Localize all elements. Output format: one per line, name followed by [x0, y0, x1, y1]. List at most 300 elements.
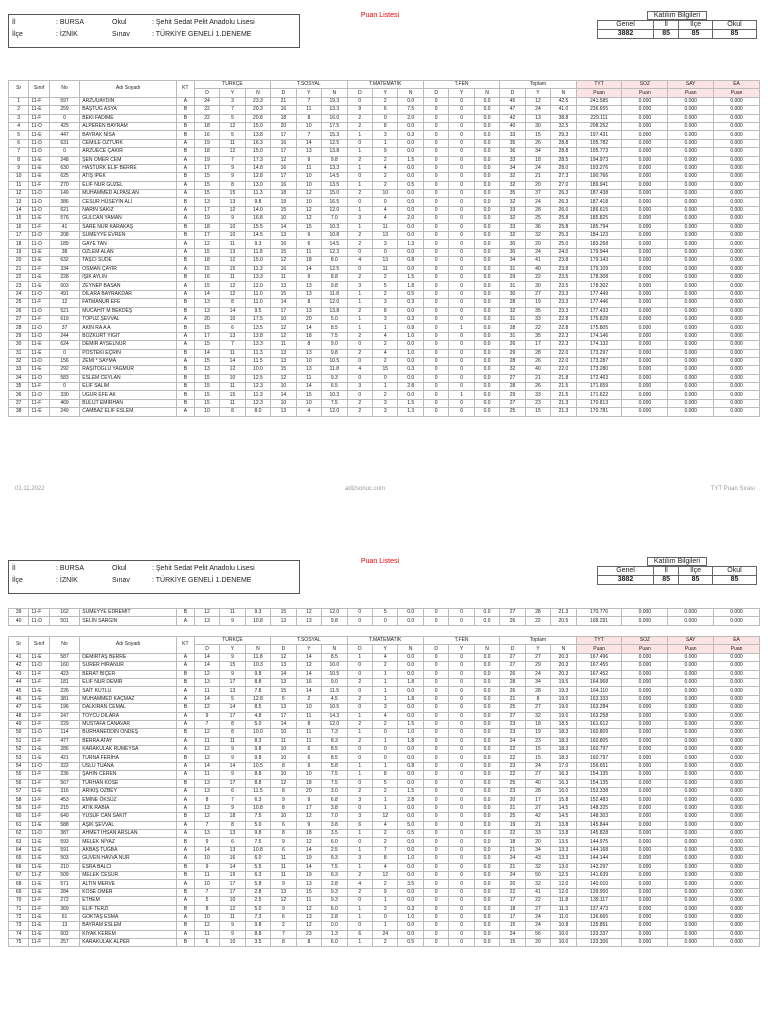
table-cell: 11-F	[29, 299, 49, 307]
table-cell: 0.000	[714, 720, 760, 728]
table-cell: 8	[296, 299, 321, 307]
table-cell: 0	[423, 181, 448, 189]
table-cell: 33	[500, 206, 525, 214]
table-cell: 0	[423, 821, 448, 829]
table-cell: 0	[372, 617, 397, 625]
table-cell: A	[176, 315, 194, 323]
table-row	[9, 796, 760, 804]
table-cell: 10	[271, 746, 296, 754]
table-cell: 11-F	[29, 771, 49, 779]
table-cell: 15	[194, 324, 219, 332]
table-row	[9, 357, 760, 365]
table-cell: 11-E	[29, 164, 49, 172]
table-cell: 11-E	[29, 821, 49, 829]
table-cell: A	[176, 788, 194, 796]
table-row	[9, 399, 760, 407]
table-cell: 45	[500, 97, 525, 105]
column-header-sr: Sr	[9, 81, 29, 98]
table-cell: 0	[449, 617, 474, 625]
table-cell: 9	[220, 771, 245, 779]
table-cell: 2	[373, 880, 398, 888]
table-row	[9, 273, 760, 281]
table-cell: 0.000	[622, 662, 668, 670]
table-cell: 11-F	[29, 939, 49, 947]
table-cell: 19	[296, 855, 321, 863]
table-row	[9, 712, 760, 720]
table-cell: 1.8	[398, 737, 423, 745]
table-cell: 6.3	[322, 855, 347, 863]
table-cell: 4	[347, 880, 372, 888]
table-cell: 175.828	[576, 315, 622, 323]
table-cell: B	[176, 383, 194, 391]
table-cell: 0.000	[622, 838, 668, 846]
table-cell: 7	[194, 888, 219, 896]
table-cell: 75	[9, 939, 29, 947]
table-cell: 28	[525, 609, 550, 617]
table-cell: 0.0	[398, 930, 423, 938]
table-cell: 17	[194, 232, 219, 240]
table-cell: 11-F	[29, 114, 49, 122]
table-cell: 28	[525, 206, 550, 214]
table-row	[9, 299, 760, 307]
table-cell: B	[176, 324, 194, 332]
table-cell: 177.446	[576, 299, 622, 307]
table-row	[9, 821, 760, 829]
table-cell: 11.0	[551, 913, 576, 921]
table-cell: 20.3	[551, 653, 576, 661]
table-cell: 2.0	[398, 215, 423, 223]
table-cell: 23	[500, 720, 525, 728]
table-cell: 0.0	[474, 617, 499, 625]
table-cell: 14	[296, 863, 321, 871]
table-cell: 15	[194, 341, 219, 349]
table-cell: 7	[9, 148, 29, 156]
table-cell: 13.8	[322, 307, 347, 315]
ilce-value: : İZNİK	[56, 31, 78, 38]
table-cell: 10.5	[322, 670, 347, 678]
table-cell: 2	[347, 408, 372, 416]
table-cell: 22	[500, 771, 525, 779]
table-cell: 11	[296, 248, 321, 256]
table-cell: 35	[525, 307, 550, 315]
table-cell: 10.0	[245, 729, 270, 737]
table-cell: 0	[423, 704, 448, 712]
table-cell: 11	[373, 265, 398, 273]
table-cell: 12	[271, 653, 296, 661]
table-row	[9, 131, 760, 139]
table-cell: 18	[194, 257, 219, 265]
table-cell: 0	[347, 265, 372, 273]
table-cell: 13	[296, 307, 321, 315]
column-group-header: T.FEN	[423, 81, 499, 89]
table-cell: 11-D	[29, 139, 49, 147]
table-row	[9, 265, 760, 273]
column-group-header: T.FEN	[423, 637, 499, 645]
table-cell: 168.291	[576, 617, 622, 625]
table-cell: 0.0	[474, 838, 499, 846]
table-cell: A	[176, 156, 194, 164]
table-cell: 0.000	[714, 273, 760, 281]
table-cell: 50	[525, 871, 550, 879]
table-cell: 24	[525, 913, 550, 921]
table-cell: 10	[271, 771, 296, 779]
table-cell: 0.000	[714, 662, 760, 670]
table-cell: 9	[373, 148, 398, 156]
table-cell: 0.000	[668, 905, 714, 913]
table-cell: 13	[296, 880, 321, 888]
table-cell: 0	[449, 771, 474, 779]
table-cell: 37	[9, 399, 29, 407]
table-cell: 0	[449, 106, 474, 114]
student-name: GAYE TAN	[80, 240, 177, 248]
table-cell: 12	[525, 97, 550, 105]
table-cell: 18.3	[551, 729, 576, 737]
table-cell: 11	[271, 871, 296, 879]
table-cell: 0.0	[474, 349, 499, 357]
table-cell: 10.3	[245, 662, 270, 670]
table-row	[9, 206, 760, 214]
table-cell: 1.0	[398, 349, 423, 357]
table-cell: 0.000	[622, 922, 668, 930]
table-cell: 7.5	[245, 838, 270, 846]
table-cell: 0	[347, 838, 372, 846]
column-subheader: Y	[525, 645, 550, 653]
table-cell: 9	[220, 804, 245, 812]
table-cell: 28.8	[551, 139, 576, 147]
table-cell: 32	[500, 215, 525, 223]
table-cell: 14	[194, 846, 219, 854]
table-cell: B	[176, 307, 194, 315]
table-cell: 26	[500, 687, 525, 695]
table-cell: 18.3	[551, 754, 576, 762]
table-cell: 11	[194, 871, 219, 879]
sinav-value: : TÜRKİYE GENELİ 1.DENEME	[152, 577, 252, 584]
table-cell: 7.3	[322, 729, 347, 737]
table-row	[9, 804, 760, 812]
table-cell: 160.805	[576, 737, 622, 745]
student-name: SARE NUR KARAKAŞ	[80, 223, 177, 231]
table-cell: 1	[373, 383, 398, 391]
table-cell: 152.483	[576, 796, 622, 804]
table-cell: 0.000	[622, 771, 668, 779]
table-cell: 1	[373, 687, 398, 695]
table-cell: 19.0	[551, 712, 576, 720]
table-cell: 9.8	[322, 282, 347, 290]
table-cell: 0.0	[398, 148, 423, 156]
table-cell: 15	[220, 190, 245, 198]
table-cell: 2	[373, 720, 398, 728]
table-cell: 6	[271, 846, 296, 854]
table-cell: 0.0	[398, 357, 423, 365]
table-cell: 0	[449, 712, 474, 720]
table-cell: 20	[500, 796, 525, 804]
table-cell: 7	[271, 930, 296, 938]
table-cell: 4	[347, 257, 372, 265]
table-cell: 0.000	[622, 913, 668, 921]
okul-label: Okul	[112, 19, 127, 26]
student-name: BURHANEDDİN ÖNDEŞ	[80, 729, 177, 737]
table-cell: 22.3	[551, 341, 576, 349]
table-cell: 6	[347, 821, 372, 829]
table-cell: 1	[347, 299, 372, 307]
table-cell: 170.813	[576, 399, 622, 407]
table-cell: 0.000	[714, 617, 760, 625]
table-cell: 0.0	[398, 863, 423, 871]
table-cell: 13.0	[551, 863, 576, 871]
table-cell: A	[176, 190, 194, 198]
table-cell: 0.0	[398, 846, 423, 854]
table-cell: 0	[423, 223, 448, 231]
table-row	[9, 248, 760, 256]
table-cell: 6.5	[322, 383, 347, 391]
table-cell: 0.000	[622, 290, 668, 298]
table-cell: 15.5	[245, 223, 270, 231]
table-cell: 621	[49, 206, 80, 214]
table-cell: 11-E	[29, 880, 49, 888]
table-cell: 23	[525, 399, 550, 407]
table-cell: 173.297	[576, 349, 622, 357]
student-name: CESUR HÜSEYİN ALİ	[80, 198, 177, 206]
column-subheader: Y	[449, 645, 474, 653]
table-cell: 4	[373, 332, 398, 340]
table-cell: 10	[271, 754, 296, 762]
table-cell: 0.000	[668, 855, 714, 863]
table-cell: A	[176, 930, 194, 938]
table-cell: 13	[271, 408, 296, 416]
table-cell: 10.8	[245, 846, 270, 854]
column-subheader: Y	[220, 89, 245, 97]
table-cell: 7	[220, 341, 245, 349]
table-cell: 56	[9, 779, 29, 787]
table-cell: 14	[296, 846, 321, 854]
column-subheader: D	[194, 645, 219, 653]
table-cell: 53	[9, 754, 29, 762]
table-cell: 0.0	[398, 653, 423, 661]
table-cell: 24	[194, 97, 219, 105]
table-cell: 8.5	[322, 746, 347, 754]
table-cell: 187.438	[576, 190, 622, 198]
table-cell: 0	[423, 357, 448, 365]
table-cell: 8	[296, 720, 321, 728]
table-cell: 133.306	[576, 939, 622, 947]
table-cell: 33	[525, 829, 550, 837]
table-cell: 0.000	[668, 173, 714, 181]
table-cell: 1	[449, 391, 474, 399]
table-cell: 11-Z	[29, 871, 49, 879]
column-header-kt: KT	[176, 637, 194, 654]
table-cell: 0	[423, 148, 448, 156]
table-cell: 8.8	[245, 930, 270, 938]
table-cell: 32	[9, 357, 29, 365]
table-cell: 0.000	[668, 695, 714, 703]
table-cell: 15	[194, 181, 219, 189]
table-cell: 21.8	[551, 374, 576, 382]
table-cell: 6	[220, 324, 245, 332]
table-cell: 5.0	[322, 315, 347, 323]
table-cell: 0	[373, 746, 398, 754]
table-cell: 0.000	[622, 939, 668, 947]
table-cell: 160.797	[576, 754, 622, 762]
table-cell: 0	[347, 670, 372, 678]
table-cell: 2.8	[398, 796, 423, 804]
table-cell: 10.0	[551, 939, 576, 947]
table-cell: 0	[49, 349, 80, 357]
table-cell: 160.797	[576, 746, 622, 754]
table-cell: 27	[500, 374, 525, 382]
page-title: Puan Listesi	[360, 558, 400, 565]
table-cell: 27	[500, 653, 525, 661]
table-cell: 27.0	[551, 181, 576, 189]
table-cell: A	[176, 746, 194, 754]
table-cell: 0.000	[714, 762, 760, 770]
table-cell: 14.5	[551, 813, 576, 821]
table-cell: 8.5	[322, 653, 347, 661]
table-cell: 17	[194, 206, 219, 214]
table-cell: 2	[373, 788, 398, 796]
table-cell: 1	[373, 670, 398, 678]
table-cell: 0.000	[622, 863, 668, 871]
table-cell: 0.0	[398, 97, 423, 105]
table-cell: 12	[194, 813, 219, 821]
table-cell: 0.0	[322, 922, 347, 930]
sinav-label: Sınav	[112, 31, 130, 38]
table-row	[9, 762, 760, 770]
table-cell: 9	[296, 796, 321, 804]
table-cell: 17	[9, 232, 29, 240]
table-cell: 0.000	[622, 374, 668, 382]
table-cell: 0	[423, 855, 448, 863]
table-cell: 19	[9, 248, 29, 256]
table-cell: 17.5	[322, 122, 347, 130]
table-cell: 35	[500, 139, 525, 147]
table-cell: 163.333	[576, 695, 622, 703]
table-cell: 10	[220, 374, 245, 382]
table-cell: 1	[347, 771, 372, 779]
table-row	[9, 198, 760, 206]
table-cell: 12.0	[322, 408, 347, 416]
table-cell: 10	[220, 315, 245, 323]
table-cell: B	[176, 273, 194, 281]
table-cell: 0.000	[622, 670, 668, 678]
table-cell: 5.8	[245, 880, 270, 888]
table-row	[9, 349, 760, 357]
table-cell: 0.3	[398, 366, 423, 374]
table-cell: 0	[423, 198, 448, 206]
table-cell: 10	[194, 880, 219, 888]
table-cell: 0.000	[668, 846, 714, 854]
table-cell: 42.5	[551, 97, 576, 105]
table-cell: 13.3	[551, 855, 576, 863]
table-cell: 23.3	[551, 299, 576, 307]
table-cell: 0.000	[622, 754, 668, 762]
table-cell: 9	[220, 746, 245, 754]
table-cell: 11-E	[29, 173, 49, 181]
table-cell: 0.000	[668, 399, 714, 407]
table-cell: 0.0	[474, 307, 499, 315]
column-subheader: D	[347, 89, 372, 97]
table-cell: 0	[423, 829, 448, 837]
table-cell: 501	[49, 617, 80, 625]
table-cell: 15	[194, 190, 219, 198]
table-cell: 13	[296, 290, 321, 298]
table-cell: 1	[9, 97, 29, 105]
table-cell: 0.000	[622, 315, 668, 323]
table-cell: 6	[9, 139, 29, 147]
table-cell: 43	[525, 855, 550, 863]
table-cell: 13.5	[322, 181, 347, 189]
score-column-subheader: Puan	[668, 645, 714, 653]
table-cell: 13	[220, 332, 245, 340]
table-cell: 11-E	[29, 846, 49, 854]
table-cell: 34	[525, 148, 550, 156]
table-cell: 0	[423, 341, 448, 349]
table-cell: 114	[49, 729, 80, 737]
table-row	[9, 729, 760, 737]
table-cell: 0.000	[622, 232, 668, 240]
table-cell: A	[176, 804, 194, 812]
table-row	[9, 97, 760, 105]
table-cell: 12	[220, 257, 245, 265]
table-cell: B	[176, 232, 194, 240]
table-cell: 36	[9, 391, 29, 399]
table-row	[9, 913, 760, 921]
table-cell: 0.000	[668, 332, 714, 340]
table-cell: 0.0	[398, 804, 423, 812]
table-cell: 0.0	[474, 273, 499, 281]
table-cell: 3	[373, 131, 398, 139]
table-cell: 0.000	[714, 670, 760, 678]
student-name: EMİNE ÖKSÜZ	[80, 796, 177, 804]
table-cell: 32.5	[551, 122, 576, 130]
table-cell: 0.0	[398, 871, 423, 879]
table-cell: 0.000	[622, 779, 668, 787]
table-cell: 11-E	[29, 653, 49, 661]
table-cell: 0	[423, 366, 448, 374]
table-cell: 3	[373, 704, 398, 712]
table-cell: 27	[500, 399, 525, 407]
table-cell: 0.000	[714, 930, 760, 938]
table-cell: 11-D	[29, 190, 49, 198]
table-cell: 32	[500, 307, 525, 315]
table-cell: 69	[9, 888, 29, 896]
table-cell: 0.000	[622, 729, 668, 737]
table-cell: 11	[220, 913, 245, 921]
table-cell: 1	[449, 324, 474, 332]
column-subheader: N	[474, 89, 499, 97]
table-cell: 19.5	[551, 678, 576, 686]
table-cell: 1	[347, 863, 372, 871]
table-cell: 0	[423, 678, 448, 686]
table-cell: 0	[423, 97, 448, 105]
table-cell: 10	[373, 190, 398, 198]
table-cell: 11-E	[29, 930, 49, 938]
table-cell: 0.0	[398, 670, 423, 678]
table-cell: 11-F	[29, 383, 49, 391]
table-cell: 0.000	[714, 704, 760, 712]
table-cell: 5.5	[245, 863, 270, 871]
table-cell: 8.3	[245, 737, 270, 745]
student-name: MELEK NİYAZ	[80, 838, 177, 846]
student-name: KIYAK KEREM	[80, 930, 177, 938]
table-cell: 12.5	[322, 139, 347, 147]
table-cell: 28.5	[551, 156, 576, 164]
table-cell: 33	[500, 131, 525, 139]
table-cell: 0.0	[398, 662, 423, 670]
table-cell: 0.0	[398, 922, 423, 930]
table-cell: 1	[373, 678, 398, 686]
table-cell: 236	[49, 771, 80, 779]
table-cell: 2	[347, 888, 372, 896]
